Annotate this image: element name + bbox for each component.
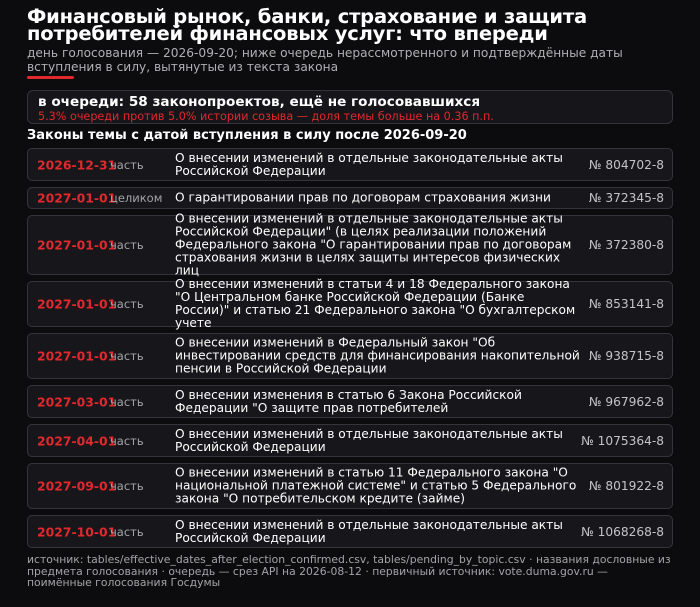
- law-number: № 801922-8: [588, 479, 664, 493]
- law-effective-date: 2027-04-01: [37, 433, 117, 448]
- law-scope: часть: [110, 349, 144, 363]
- law-row: [27, 211, 673, 278]
- accent-underline: [27, 76, 74, 79]
- law-row: [27, 277, 673, 330]
- queue-summary-note: 5.3% очереди против 5.0% истории созыва — доля темы больше на 0.36 п.п.: [38, 110, 494, 123]
- law-row: [27, 333, 673, 379]
- law-number: № 372345-8: [588, 191, 664, 205]
- law-number: № 372380-8: [588, 238, 664, 252]
- law-row: [27, 148, 673, 181]
- law-number: № 804702-8: [588, 157, 664, 172]
- law-effective-date: 2026-12-31: [37, 157, 117, 172]
- page-title: Финансовый рынок, банки, страхование и защита потребителей финансовых услуг: что впереди: [27, 5, 587, 45]
- source-footer: источник: tables/effective_dates_after_election_confirmed.csv, tables/pending_by_topic.csv · названия дословные из предмета голосования · очередь — срез API на 2026-08-12 · первичный источник: vote.duma.gov.ru — поимённые голосования Госдумы: [27, 553, 671, 589]
- law-effective-date: 2027-09-01: [37, 478, 117, 494]
- law-scope: часть: [110, 238, 144, 252]
- law-scope: часть: [110, 524, 144, 539]
- law-scope: часть: [110, 433, 144, 448]
- law-title: О внесении изменения в статью 6 Закона Российской Федерации "О защите прав потребителей: [175, 387, 522, 415]
- law-number: № 938715-8: [588, 349, 664, 363]
- law-row: [27, 463, 673, 509]
- law-scope: часть: [110, 479, 144, 493]
- law-scope: целиком: [110, 191, 163, 205]
- law-number: № 1075364-8: [581, 433, 664, 448]
- law-number: № 853141-8: [588, 297, 664, 311]
- law-row: [27, 187, 673, 209]
- law-row: [27, 424, 673, 457]
- page-subtitle: день голосования — 2026-09-20; ниже очередь нерассмотренного и подтверждённые даты вступления в силу, вытянутые из текста закона: [27, 46, 623, 74]
- law-effective-date: 2027-10-01: [37, 524, 117, 539]
- law-effective-date: 2027-01-01: [37, 190, 117, 206]
- law-title: О внесении изменений в отдельные законодательные акты Российской Федерации: [175, 517, 563, 545]
- law-title: О внесении изменений в Федеральный закон "Об инвестировании средств для финансирования накопительной пенсии в Российской Федерации: [175, 335, 580, 376]
- law-scope: часть: [110, 157, 144, 172]
- section-title: Законы темы с датой вступления в силу после 2026-09-20: [27, 128, 467, 143]
- law-scope: часть: [110, 394, 144, 409]
- law-title: О внесении изменений в отдельные законодательные акты Российской Федерации" (в целях реализации положений Федерального закона "О гарантировании прав по договорам страхования жизни в целях защиты интересов физических лиц: [175, 211, 572, 278]
- law-effective-date: 2027-01-01: [37, 296, 117, 312]
- law-scope: часть: [110, 297, 144, 311]
- queue-summary-box: [27, 90, 673, 124]
- law-effective-date: 2027-01-01: [37, 237, 117, 253]
- law-title: О гарантировании прав по договорам страхования жизни: [175, 190, 551, 205]
- law-number: № 1068268-8: [581, 524, 664, 539]
- law-number: № 967962-8: [588, 394, 664, 409]
- law-row: [27, 515, 673, 548]
- law-effective-date: 2027-03-01: [37, 394, 117, 409]
- law-title: О внесении изменений в отдельные законодательные акты Российской Федерации: [175, 150, 563, 178]
- law-effective-date: 2027-01-01: [37, 348, 117, 364]
- law-row: [27, 385, 673, 418]
- law-title: О внесении изменений в статью 11 Федерального закона "О национальной платежной системе" и статью 5 Федерального закона "О потребительском кредите (займе): [175, 465, 577, 506]
- law-list: [27, 148, 673, 548]
- law-title: О внесении изменений в статьи 4 и 18 Федерального закона "О Центральном банке Российской Федерации (Банке России)" и статью 21 Федерального закона "О бухгалтерском учете: [175, 277, 576, 330]
- queue-summary-title: в очереди: 58 законопроектов, ещё не голосовавшихся: [38, 94, 481, 110]
- law-title: О внесении изменений в отдельные законодательные акты Российской Федерации: [175, 426, 563, 454]
